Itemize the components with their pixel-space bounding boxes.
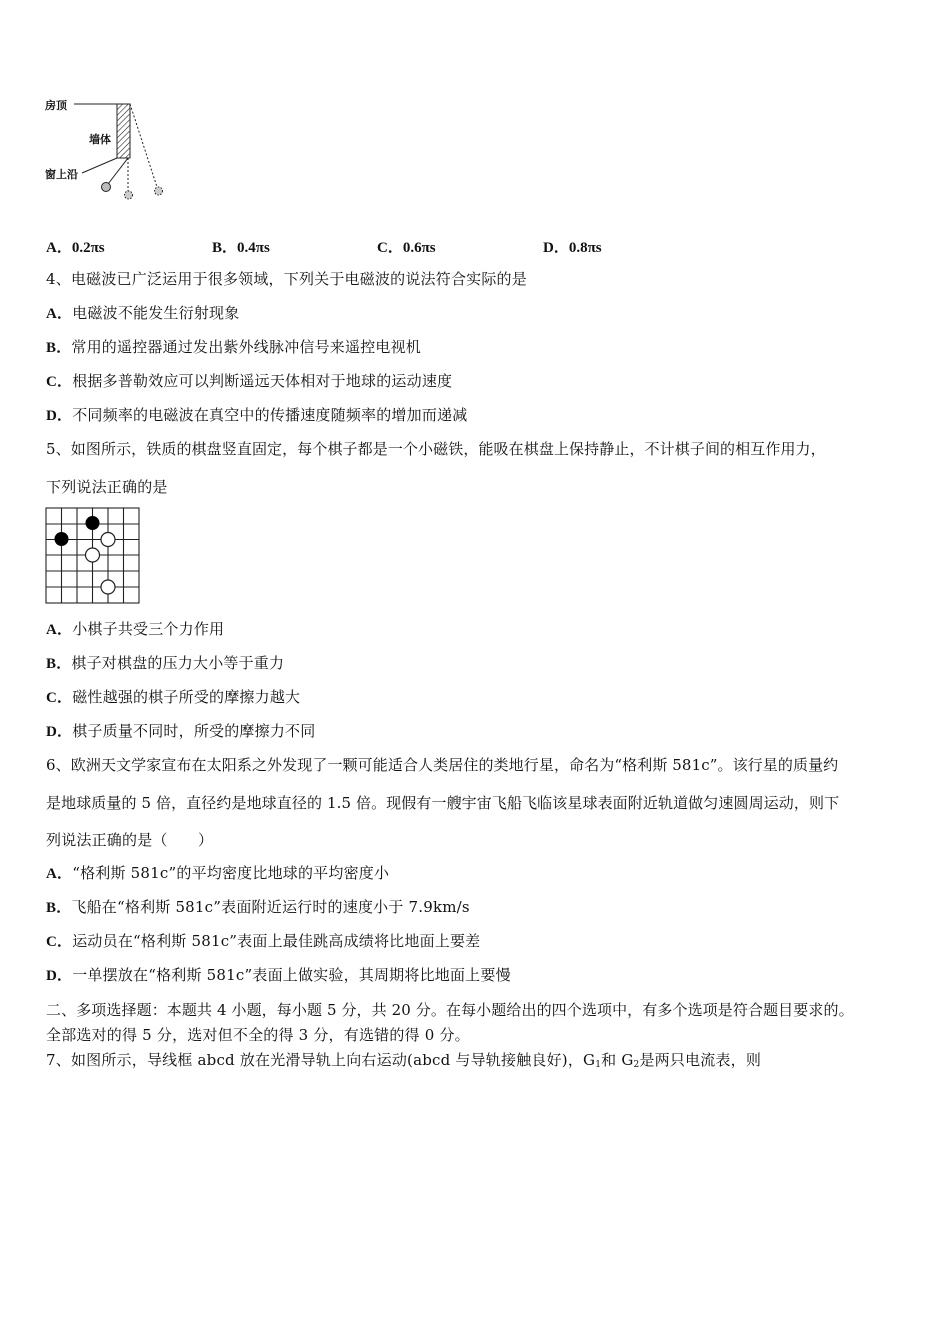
q6-stem-line1: 6、欧洲天文学家宣布在太阳系之外发现了一颗可能适合人类居住的类地行星，命名为“格利斯 581c”。该行星的质量约 <box>46 756 839 774</box>
white-stone <box>101 580 115 594</box>
q4-option-d: D．不同频率的电磁波在真空中的传播速度随频率的增加而递减 <box>46 406 468 424</box>
black-stone <box>55 532 69 546</box>
black-stone <box>86 516 100 530</box>
pendulum-figure <box>40 92 180 207</box>
q5-option-c: C．磁性越强的棋子所受的摩擦力越大 <box>46 688 301 706</box>
section2-heading-line2: 全部选对的得 5 分，选对但不全的得 3 分，有选错的得 0 分。 <box>46 1026 470 1044</box>
q5-option-b: B．棋子对棋盘的压力大小等于重力 <box>46 654 285 672</box>
chess-board-graphic <box>45 507 141 605</box>
q3-choice-b: B．0.4πs <box>212 240 270 256</box>
wall-label: 墙体 <box>89 133 111 146</box>
roof-label: 房顶 <box>45 99 67 112</box>
q3-choice-d: D．0.8πs <box>543 240 602 256</box>
q3-choice-c: C．0.6πs <box>377 240 436 256</box>
q6-stem-line2: 是地球质量的 5 倍，直径约是地球直径的 1.5 倍。现假有一艘宇宙飞船飞临该星球表面附近轨道做匀速圆周运动，则下 <box>46 794 840 812</box>
q6-option-a: A．“格利斯 581c”的平均密度比地球的平均密度小 <box>46 864 390 882</box>
q7-stem: 7、如图所示，导线框 abcd 放在光滑导轨上向右运动(abcd 与导轨接触良好)，$G_1$和 $G_2$是两只电流表，则 <box>46 1051 762 1070</box>
q5-option-a: A．小棋子共受三个力作用 <box>46 620 225 638</box>
q6-stem-line3: 列说法正确的是（ ） <box>46 831 214 849</box>
q6-option-b: B．飞船在“格利斯 581c”表面附近运行时的速度小于 7.9km/s <box>46 898 470 916</box>
window-top-label: 窗上沿 <box>45 168 78 181</box>
q4-option-c: C．根据多普勒效应可以判断遥远天体相对于地球的运动速度 <box>46 372 453 390</box>
q5-stem-line1: 5、如图所示，铁质的棋盘竖直固定，每个棋子都是一个小磁铁，能吸在棋盘上保持静止，不计棋子间的相互作用力， <box>46 440 826 458</box>
chess-board-figure <box>45 507 141 605</box>
q4-stem: 4、电磁波已广泛运用于很多领域，下列关于电磁波的说法符合实际的是 <box>46 270 527 288</box>
q3-choice-a: A．0.2πs <box>46 240 105 256</box>
q6-option-d: D．一单摆放在“格利斯 581c”表面上做实验，其周期将比地面上要慢 <box>46 966 511 984</box>
q4-option-a: A．电磁波不能发生衍射现象 <box>46 304 240 322</box>
q5-stem-line2: 下列说法正确的是 <box>46 478 168 496</box>
white-stone <box>86 548 100 562</box>
white-stone <box>101 533 115 547</box>
q5-option-d: D．棋子质量不同时，所受的摩擦力不同 <box>46 722 316 740</box>
q4-option-b: B．常用的遥控器通过发出紫外线脉冲信号来遥控电视机 <box>46 338 422 356</box>
section2-heading-line1: 二、多项选择题：本题共 4 小题，每小题 5 分，共 20 分。在每小题给出的四个选项中，有多个选项是符合题目要求的。 <box>46 1001 854 1019</box>
q6-option-c: C．运动员在“格利斯 581c”表面上最佳跳高成绩将比地面上要差 <box>46 932 481 950</box>
